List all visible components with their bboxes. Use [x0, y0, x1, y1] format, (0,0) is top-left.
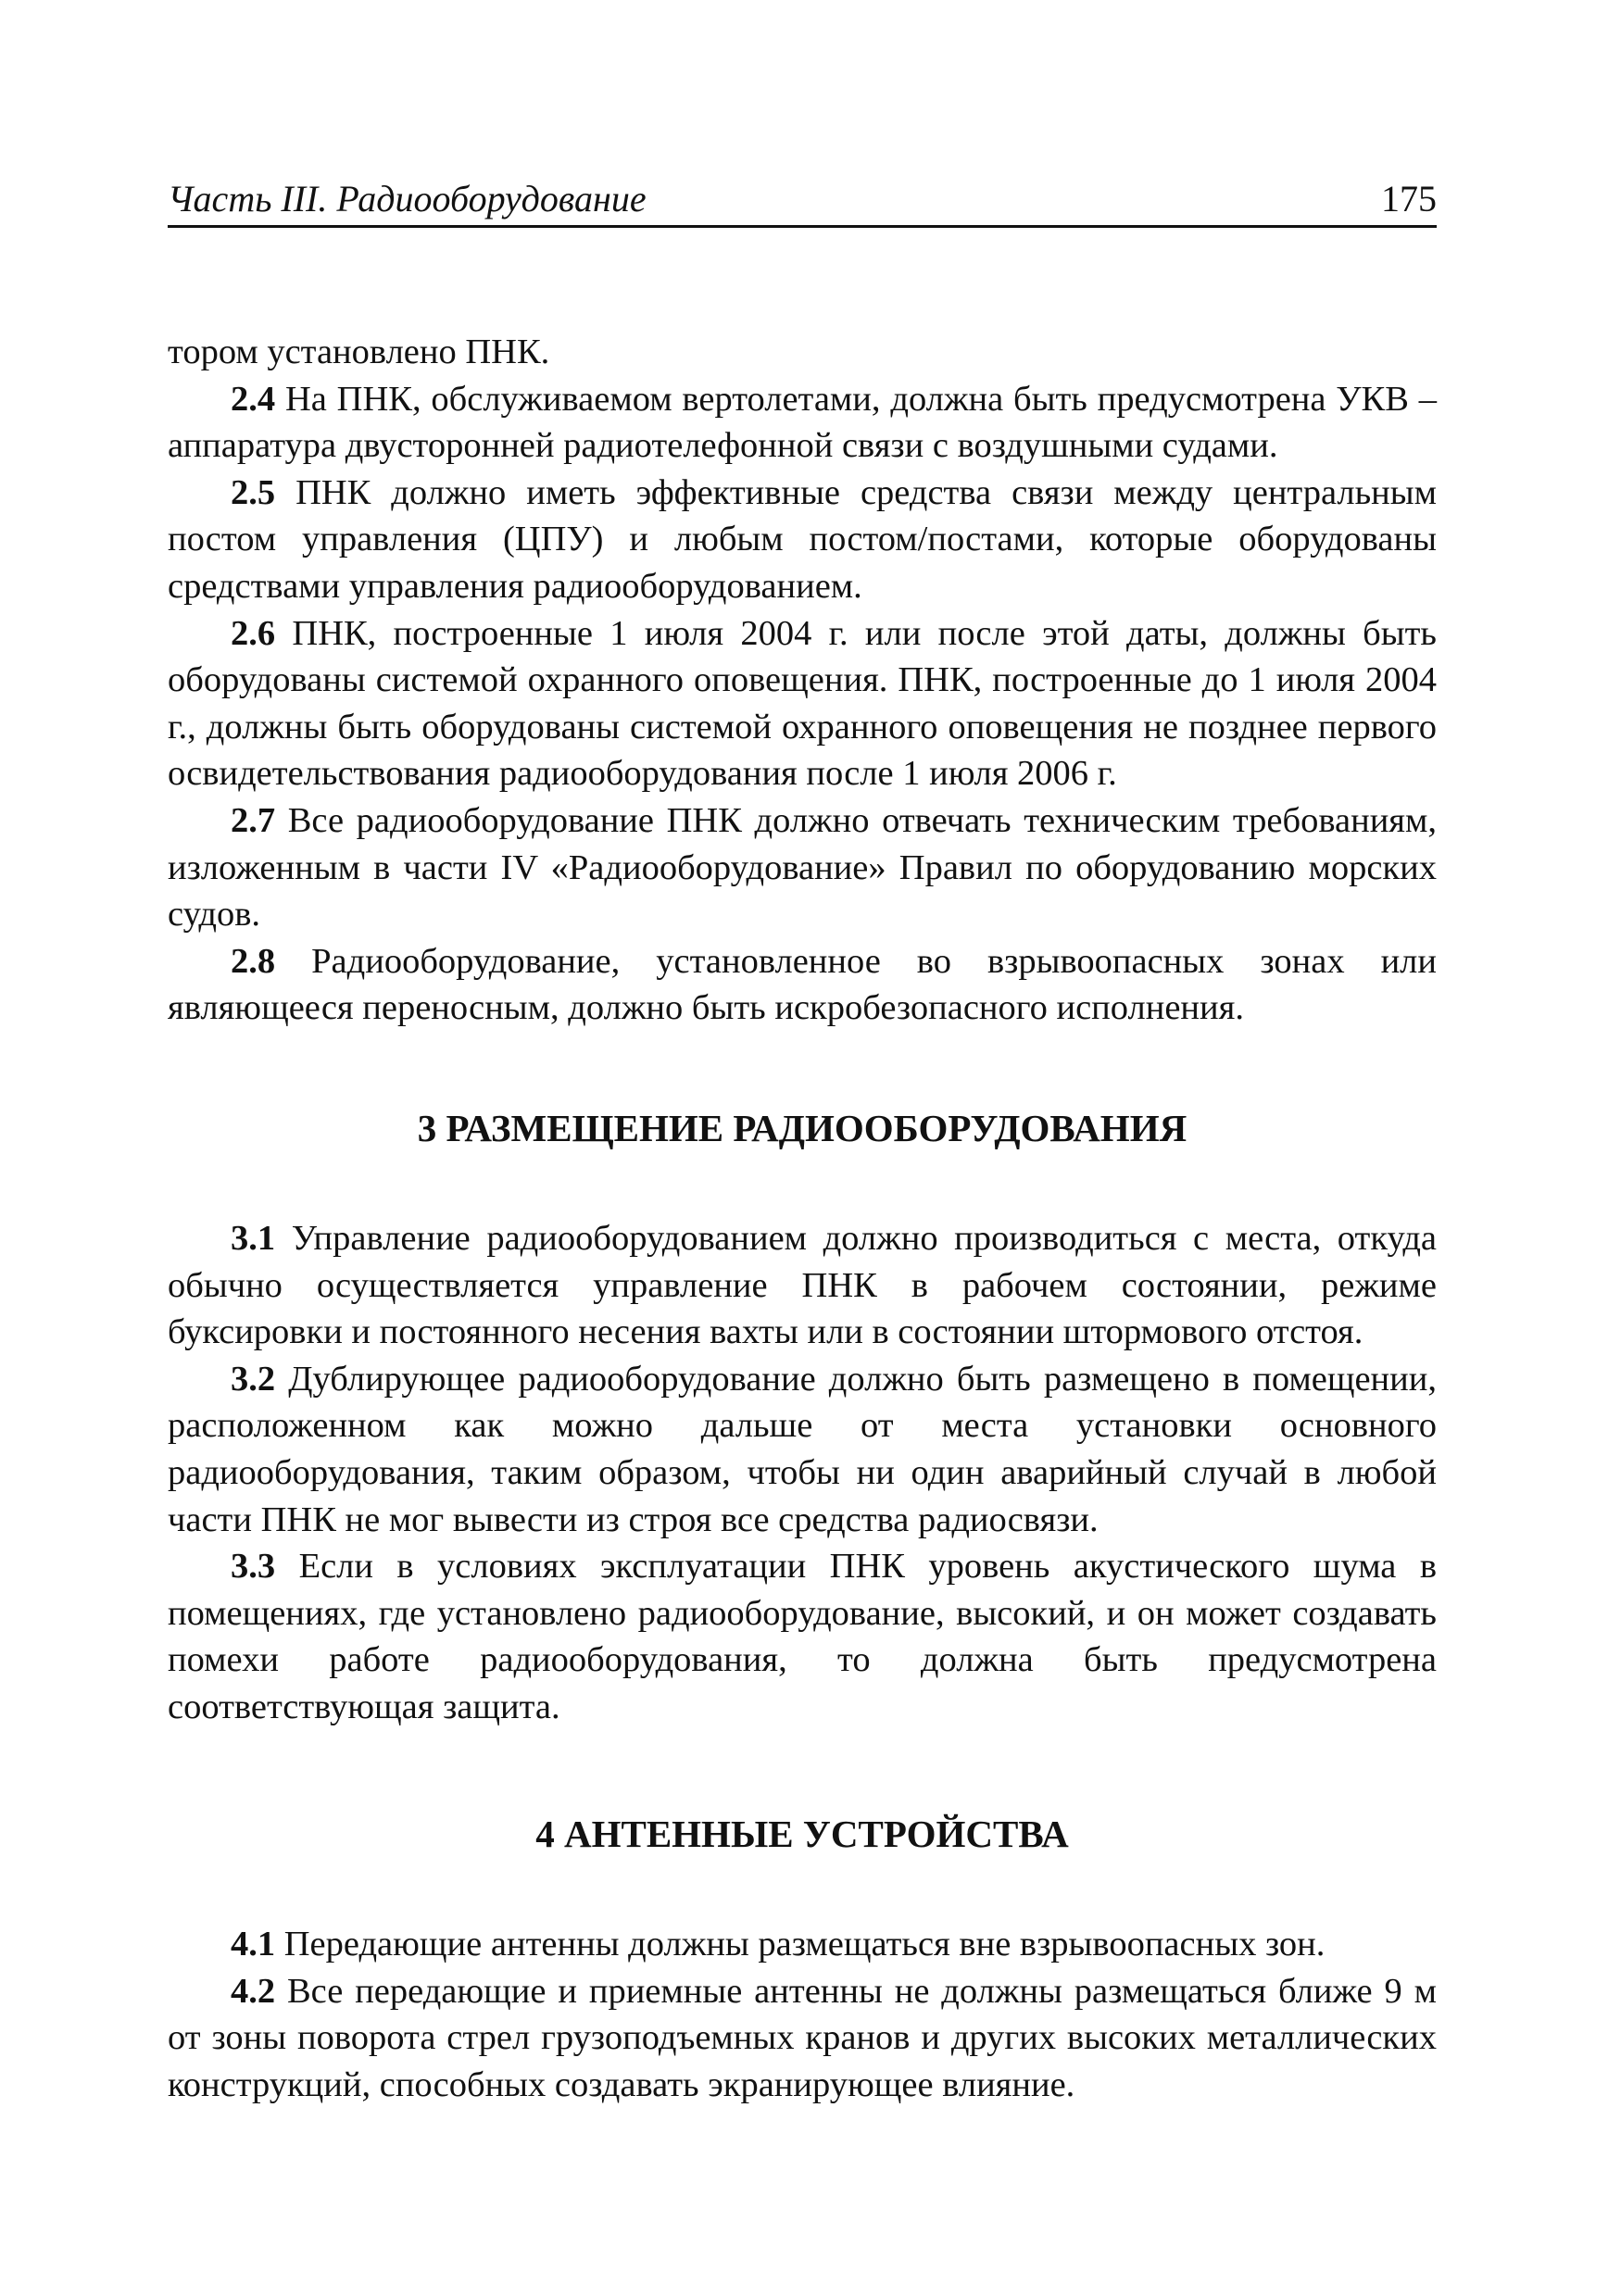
paragraph-text: Все радиооборудование ПНК должно отвечать техническим требованиям, изложенным в части IV «Радиооборудование» Правил по оборудованию морских судов.	[168, 800, 1437, 935]
paragraph-3-3	[168, 1543, 1437, 1730]
paragraph-4-2	[168, 1968, 1437, 2109]
section-3-body	[168, 1215, 1437, 1731]
clause-number: 2.4	[231, 379, 276, 419]
paragraph-2-4	[168, 376, 1437, 470]
paragraph-2-8	[168, 938, 1437, 1032]
paragraph-3-2	[168, 1356, 1437, 1543]
paragraph-2-7	[168, 797, 1437, 938]
paragraph-text: Управление радиооборудованием должно производиться с места, откуда обычно осуществляется управление ПНК в рабочем состоянии, режиме буксировки и постоянного несения вахты или в состоянии штормового отстоя.	[168, 1219, 1437, 1352]
section-4-heading: 4 АНТЕННЫЕ УСТРОЙСТВА	[535, 1813, 1069, 1855]
clause-number: 2.8	[231, 941, 276, 981]
paragraph-text: На ПНК, обслуживаемом вертолетами, должна быть предусмотрена УКВ – аппаратура двусторонней радиотелефонной связи с воздушными судами.	[168, 379, 1437, 466]
page-number: 175	[1381, 178, 1437, 220]
paragraph-text: Радиооборудование, установленное во взрывоопасных зонах или являющееся переносным, должно быть искробезопасного исполнения.	[168, 941, 1437, 1028]
paragraph-text: Если в условиях эксплуатации ПНК уровень акустического шума в помещениях, где установлено радиооборудование, высокий, и он может создавать помехи работе радиооборудования, то должна быть предусмотрена соответствующая защита.	[168, 1547, 1437, 1726]
clause-number: 3.3	[231, 1547, 276, 1587]
paragraph-4-1	[168, 1921, 1437, 1968]
paragraph-text: тором установлено ПНК.	[168, 332, 550, 371]
paragraph-3-1	[168, 1215, 1437, 1356]
running-title: Часть III. Радиооборудование	[168, 178, 647, 220]
paragraph-continuation	[168, 329, 1437, 376]
paragraph-2-5	[168, 470, 1437, 610]
paragraph-text: Передающие антенны должны размещаться вне взрывоопасных зон.	[275, 1925, 1326, 1964]
paragraph-text: ПНК должно иметь эффективные средства связи между центральным постом управления (ЦПУ) и любым постом/постами, которые оборудованы средствами управления радиооборудованием.	[168, 472, 1437, 606]
clause-number: 2.5	[231, 472, 276, 512]
section-2-continuation	[168, 329, 1437, 1032]
section-3-heading: 3 РАЗМЕЩЕНИЕ РАДИООБОРУДОВАНИЯ	[417, 1107, 1187, 1149]
clause-number: 4.2	[231, 1971, 276, 2011]
clause-number: 2.6	[231, 613, 276, 653]
clause-number: 2.7	[231, 800, 276, 840]
clause-number: 3.1	[231, 1219, 276, 1258]
paragraph-2-6	[168, 610, 1437, 797]
clause-number: 4.1	[231, 1925, 276, 1964]
clause-number: 3.2	[231, 1359, 276, 1399]
paragraph-text: Дублирующее радиооборудование должно быть размещено в помещении, расположенном как можно дальше от места установки основного радиооборудования, таким образом, чтобы ни один аварийный случай в любой части ПНК не мог вывести из строя все средства радиосвязи.	[168, 1359, 1437, 1539]
paragraph-text: ПНК, построенные 1 июля 2004 г. или после этой даты, должны быть оборудованы системой охранного оповещения. ПНК, построенные до 1 июля 2004 г., должны быть оборудованы системой охранного оповещения не позднее первого освидетельствования радиооборудования после 1 июля 2006 г.	[168, 613, 1437, 794]
running-header	[168, 170, 1437, 228]
section-4-body	[168, 1921, 1437, 2108]
paragraph-text: Все передающие и приемные антенны не должны размещаться ближе 9 м от зоны поворота стрел грузоподъемных кранов и других высоких металлических конструкций, способных создавать экранирующее влияние.	[168, 1971, 1437, 2104]
